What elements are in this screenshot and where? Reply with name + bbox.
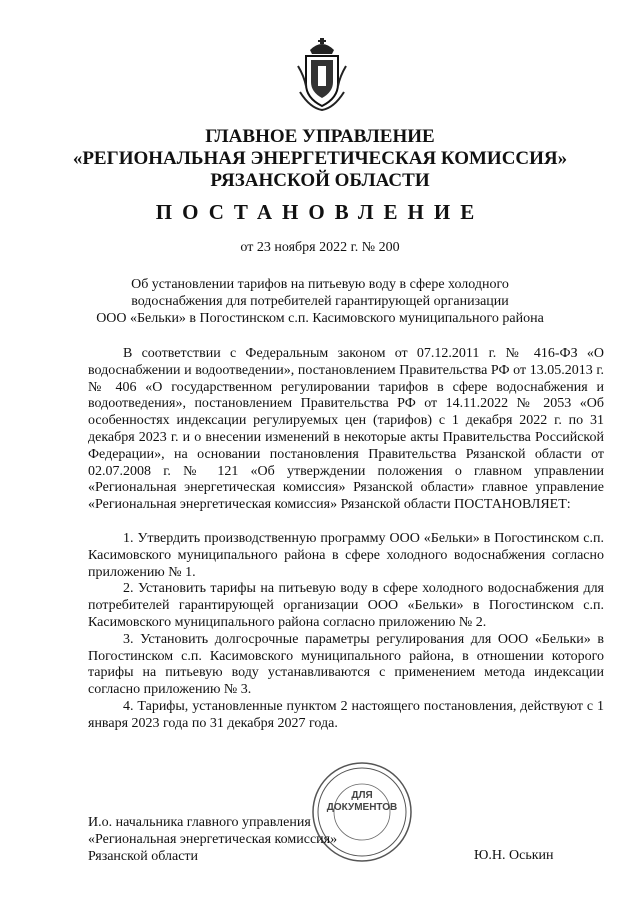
clause-3: 3. Установить долгосрочные параметры регулирования для ООО «Бельки» в Погостинском с.п. Касимовского муниципального района, в отношении которого тарифы на питьевую воду устанавливаются с применением метода индексации согласно приложению № 3. [88,631,604,698]
subject-line-1: Об установлении тарифов на питьевую воду в сфере холодного [131,277,509,292]
clause-4: 4. Тарифы, установленные пунктом 2 настоящего постановления, действуют с 1 января 2023 года по 31 декабря 2027 года. [88,698,604,731]
stamp-line-2: ДОКУМЕНТОВ [326,802,398,813]
document-body [88,346,604,733]
subject-heading [70,276,570,327]
coat-of-arms-icon [296,36,348,112]
date-number-line: от 23 ноября 2022 г. № 200 [240,240,400,255]
issuer-line-3: РЯЗАНСКОЙ ОБЛАСТИ [210,170,430,191]
clause-1: 1. Утвердить производственную программу ООО «Бельки» в Погостинском с.п. Касимовского муниципального района в сфере холодного водоснабжения согласно приложению № 1. [88,530,604,580]
issuer-line-2: «РЕГИОНАЛЬНАЯ ЭНЕРГЕТИЧЕСКАЯ КОМИССИЯ» [72,148,568,169]
signer-position-line-2: «Региональная энергетическая комиссия» [88,832,338,847]
subject-line-2: водоснабжения для потребителей гарантирующей организации [131,294,509,309]
preamble-paragraph: В соответствии с Федеральным законом от 07.12.2011 г. № 416-ФЗ «О водоснабжении и водоотведении», постановлением Правительства РФ от 13.05.2013 г. № 406 «О государственном регулировании тарифов в сфере водоснабжения и водоотведения», постановлением Правительства РФ от 14.11.2022 № 2053 «Об особенностях индексации регулируемых цен (тарифов) с 1 декабря 2022 г. по 31 декабря 2023 г. и о внесении изменений в некоторые акты Правительства Российской Федерации», на основании постановления Правительства Рязанской области от 02.07.2008 г. № 121 «Об утверждении положения о главном управлении «Региональная энергетическая комиссия» Рязанской области» главное управление «Региональная энергетическая комиссия» Рязанской области ПОСТАНОВЛЯЕТ: [88,346,604,513]
stamp-line-1: ДЛЯ [351,790,373,801]
issuer-header [60,126,580,192]
clause-2: 2. Установить тарифы на питьевую воду в сфере холодного водоснабжения для потребителей гарантирующей организации ООО «Бельки» в Погостинском с.п. Касимовского муниципального района согласно приложению № 2. [88,581,604,630]
issuer-line-1: ГЛАВНОЕ УПРАВЛЕНИЕ [205,126,435,147]
signer-position-line-1: И.о. начальника главного управления [88,815,311,830]
signer-name: Ю.Н. Оськин [474,848,554,863]
signer-position-line-3: Рязанской области [88,849,199,864]
subject-line-3: ООО «Бельки» в Погостинском с.п. Касимовского муниципального района [96,311,544,326]
document-type-title: ПОСТАНОВЛЕНИЕ [155,200,485,224]
stamp-text [310,790,414,814]
signature-block [88,814,337,865]
